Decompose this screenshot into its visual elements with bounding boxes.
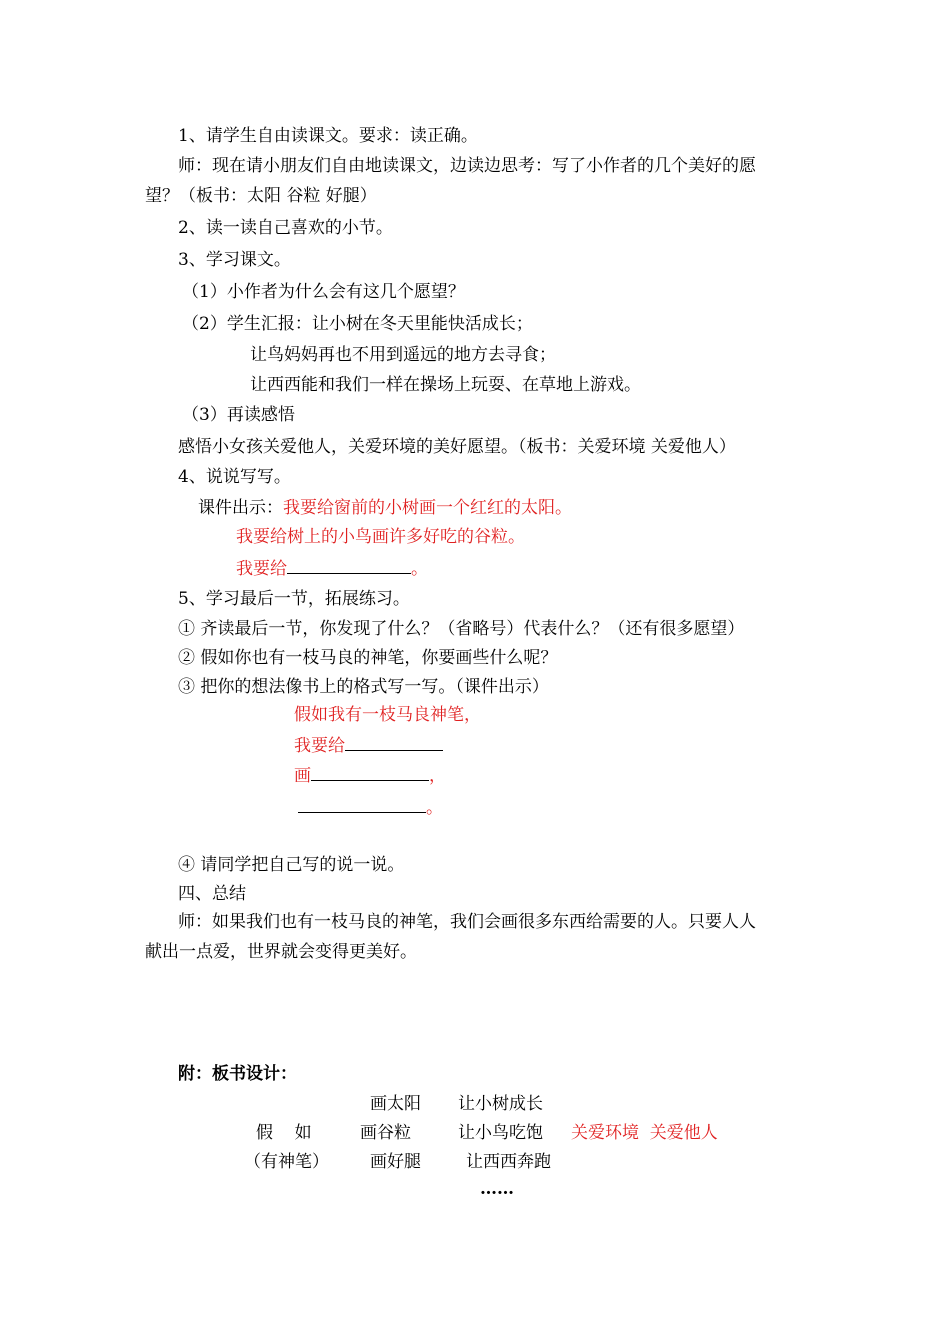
step-3-1: （1）小作者为什么会有这几个愿望？ — [182, 282, 465, 302]
board-care-themes: 关爱环境 关爱他人 — [571, 1123, 718, 1143]
template-line-4 — [298, 795, 443, 819]
teacher-intro-line1: 师：现在请小朋友们自由地读课文，边读边思考：写了小作者的几个美好的愿 — [178, 156, 756, 176]
step-2: 2、读一读自己喜欢的小节。 — [178, 218, 393, 238]
template-line-3 — [294, 763, 446, 787]
step-3: 3、学习课文。 — [178, 250, 291, 270]
activity-2: ② 假如你也有一枝马良的神笔，你要画些什么呢？ — [178, 648, 558, 668]
board-xixi-run: 让西西奔跑 — [466, 1152, 551, 1172]
template-period: 。 — [426, 798, 443, 818]
activity-1: ① 齐读最后一节，你发现了什么？（省略号）代表什么？（还有很多愿望） — [178, 619, 745, 639]
report-line-3: 让西西能和我们一样在操场上玩耍、在草地上游戏。 — [250, 375, 641, 395]
board-design-heading: 附：板书设计： — [178, 1064, 297, 1084]
template-draw: 画 — [294, 766, 311, 786]
board-draw-sun: 画太阳 — [370, 1094, 421, 1114]
fill-prefix: 我要给 — [236, 559, 287, 579]
courseware-sentence-2: 我要给树上的小鸟画许多好吃的谷粒。 — [236, 527, 525, 547]
step-1: 1、请学生自由读课文。要求：读正确。 — [178, 126, 478, 146]
courseware-prefix: 课件出示： — [198, 498, 283, 518]
step-3-3: （3）再读感悟 — [182, 405, 295, 425]
reflection-line: 感悟小女孩关爱他人，关爱环境的美好愿望。（板书：关爱环境 关爱他人） — [178, 437, 736, 457]
board-if: 假 如 — [256, 1123, 312, 1143]
board-bird-fed: 让小鸟吃饱 — [458, 1123, 543, 1143]
courseware-sentence-3 — [236, 556, 428, 580]
courseware-sentence-1: 我要给窗前的小树画一个红红的太阳。 — [283, 498, 572, 518]
template-blank-2 — [311, 763, 429, 781]
board-tree-grow: 让小树成长 — [458, 1094, 543, 1114]
template-line-2 — [294, 733, 443, 757]
board-magic-brush: （有神笔） — [244, 1152, 329, 1172]
courseware-line-1 — [198, 497, 572, 519]
template-line-1: 假如我有一枝马良神笔， — [294, 705, 481, 725]
summary-line-1: 师：如果我们也有一枝马良的神笔，我们会画很多东西给需要的人。只要人人 — [178, 912, 756, 932]
report-line-2: 让鸟妈妈再也不用到遥远的地方去寻食； — [250, 345, 556, 365]
step-5: 5、学习最后一节，拓展练习。 — [178, 589, 410, 609]
template-comma: ， — [429, 766, 446, 786]
activity-4: ④ 请同学把自己写的说一说。 — [178, 855, 405, 875]
template-blank-1 — [345, 733, 443, 751]
fill-period: 。 — [411, 559, 428, 579]
board-draw-legs: 画好腿 — [370, 1152, 421, 1172]
teacher-intro-line2: 望？（板书：太阳 谷粒 好腿） — [145, 186, 377, 206]
step-4: 4、说说写写。 — [178, 467, 291, 487]
summary-line-2: 献出一点爱，世界就会变得更美好。 — [145, 942, 417, 962]
board-ellipsis: …… — [480, 1179, 514, 1199]
section-summary: 四、总结 — [178, 884, 246, 904]
template-blank-3 — [298, 795, 426, 813]
fill-blank — [287, 556, 411, 574]
template-prefix: 我要给 — [294, 736, 345, 756]
step-3-2: （2）学生汇报：让小树在冬天里能快活成长； — [182, 314, 533, 334]
activity-3: ③ 把你的想法像书上的格式写一写。（课件出示） — [178, 677, 549, 697]
board-draw-grain: 画谷粒 — [360, 1123, 411, 1143]
